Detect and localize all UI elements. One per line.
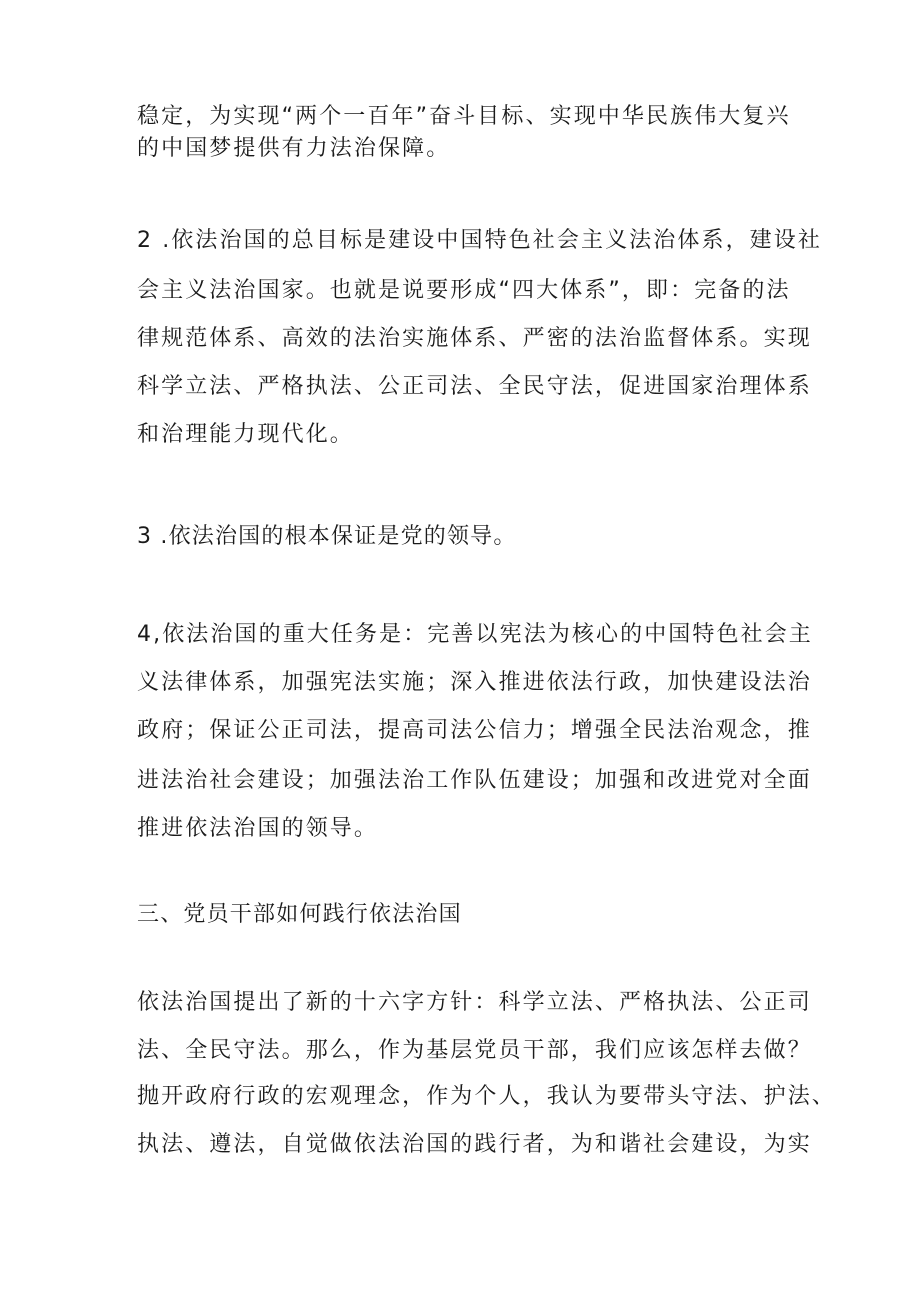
text-line: 律规范体系、高效的法治实施体系、严密的法治监督体系。实现 <box>137 326 812 351</box>
text-line: 进法治社会建设；加强法治工作队伍建设；加强和改进党对全面 <box>137 768 812 793</box>
text-line: 会主义法治国家。也就是说要形成“四大体系”，即：完备的法 <box>137 278 791 303</box>
text-line: 法、全民守法。那么，作为基层党员干部，我们应该怎样去做？ <box>137 1038 812 1063</box>
text-line: 稳定，为实现“两个一百年”奋斗目标、实现中华民族伟大复兴 <box>137 104 791 129</box>
text-line: 抛开政府行政的宏观理念，作为个人，我认为要带头守法、护法、 <box>137 1084 836 1109</box>
text-line: 和治理能力现代化。 <box>137 422 354 447</box>
text-line: 4,依法治国的重大任务是：完善以宪法为核心的中国特色社会主 <box>137 622 813 647</box>
text-line: 依法治国提出了新的十六字方针：科学立法、严格执法、公正司 <box>137 990 812 1015</box>
text-line: 执法、遵法，自觉做依法治国的践行者，为和谐社会建设，为实 <box>137 1132 812 1157</box>
text-line: 政府；保证公正司法，提高司法公信力；增强全民法治观念，推 <box>137 718 812 743</box>
heading-line: 三、党员干部如何践行依法治国 <box>137 902 462 927</box>
text-line: 2 .依法治国的总目标是建设中国特色社会主义法治体系，建设社 <box>137 228 822 253</box>
text-line: 3 .依法治国的根本保证是党的领导。 <box>137 524 517 549</box>
text-line: 的中国梦提供有力法治保障。 <box>137 136 451 161</box>
text-line: 义法律体系，加强宪法实施；深入推进依法行政，加快建设法治 <box>137 670 812 695</box>
text-line: 科学立法、严格执法、公正司法、全民守法，促进国家治理体系 <box>137 374 812 399</box>
text-line: 推进依法治国的领导。 <box>137 816 379 841</box>
